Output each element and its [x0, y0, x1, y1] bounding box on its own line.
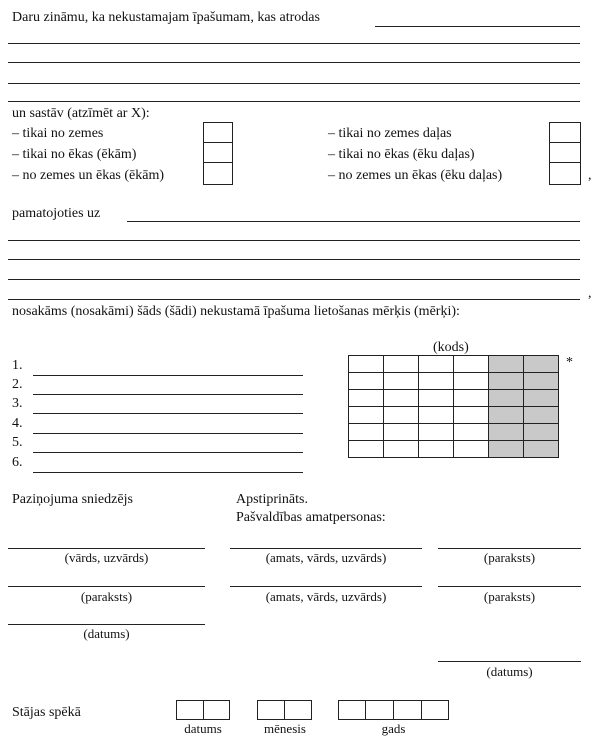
purpose-number-3: 3.: [12, 396, 23, 411]
purpose-line-5[interactable]: [33, 452, 303, 453]
official-2-position-caption: (amats, vārds, uzvārds): [265, 589, 387, 604]
checkbox-land-part-only[interactable]: [549, 122, 581, 143]
submitter-name-caption: (vārds, uzvārds): [64, 550, 149, 565]
day-digit-box[interactable]: [203, 700, 230, 720]
submitter-date-caption: (datums): [83, 626, 130, 641]
approved-label: Apstiprināts.: [236, 492, 308, 507]
official-1-position-line[interactable]: [230, 548, 422, 549]
basis-line-0[interactable]: [127, 221, 580, 222]
location-line-1[interactable]: [8, 43, 580, 44]
composition-comma: ,: [588, 168, 592, 183]
year-digit-box[interactable]: [365, 700, 394, 720]
checkbox-building-part-only[interactable]: [549, 142, 581, 163]
effective-month-caption: mēnesis: [264, 721, 306, 736]
submitter-date-line[interactable]: [8, 624, 205, 625]
code-row: [349, 441, 559, 458]
code-row: [349, 356, 559, 373]
purpose-text: nosakāms (nosakāmi) šāds (šādi) nekustamā īpašuma lietošanas mērķis (mērķi):: [12, 304, 460, 319]
option-land-part-only: – tikai no zemes daļas: [328, 126, 452, 141]
year-digit-box[interactable]: [421, 700, 449, 720]
official-1-signature-caption: (paraksts): [483, 550, 536, 565]
official-1-signature-line[interactable]: [438, 548, 581, 549]
basis-line-3[interactable]: [8, 279, 580, 280]
day-digit-box[interactable]: [176, 700, 204, 720]
checkbox-land-and-building[interactable]: [203, 162, 233, 185]
basis-label: pamatojoties uz: [12, 206, 101, 221]
code-header: (kods): [433, 340, 469, 355]
month-digit-box[interactable]: [257, 700, 285, 720]
purpose-number-5: 5.: [12, 435, 23, 450]
purpose-line-1[interactable]: [33, 375, 303, 376]
year-digit-box[interactable]: [393, 700, 422, 720]
purpose-line-6[interactable]: [33, 472, 303, 473]
checkbox-building-only[interactable]: [203, 142, 233, 163]
official-2-position-line[interactable]: [230, 586, 422, 587]
submitter-signature-line[interactable]: [8, 586, 205, 587]
submitter-title: Paziņojuma sniedzējs: [12, 492, 133, 507]
effective-label: Stājas spēkā: [12, 705, 81, 720]
purpose-line-3[interactable]: [33, 413, 303, 414]
intro-text: Daru zināmu, ka nekustamajam īpašumam, kas atrodas: [12, 10, 320, 25]
month-digit-box[interactable]: [284, 700, 312, 720]
basis-line-2[interactable]: [8, 259, 580, 260]
year-digit-box[interactable]: [338, 700, 366, 720]
location-line-0[interactable]: [375, 26, 580, 27]
code-row: [349, 373, 559, 390]
code-row: [349, 390, 559, 407]
option-building-part-only: – tikai no ēkas (ēku daļas): [328, 147, 475, 162]
submitter-signature-caption: (paraksts): [80, 589, 133, 604]
checkbox-land-and-building-part[interactable]: [549, 162, 581, 185]
option-land-only: – tikai no zemes: [12, 126, 104, 141]
purpose-line-4[interactable]: [33, 433, 303, 434]
effective-year-boxes[interactable]: [338, 700, 449, 720]
code-asterisk: *: [566, 355, 573, 370]
submitter-name-line[interactable]: [8, 548, 205, 549]
checkbox-land-only[interactable]: [203, 122, 233, 143]
option-land-and-building-part: – no zemes un ēkas (ēku daļas): [328, 168, 503, 183]
code-row: [349, 424, 559, 441]
basis-comma: ,: [588, 286, 592, 301]
official-2-signature-line[interactable]: [438, 586, 581, 587]
effective-day-caption: datums: [184, 721, 222, 736]
code-grid[interactable]: [348, 355, 559, 458]
purpose-line-2[interactable]: [33, 394, 303, 395]
purpose-number-1: 1.: [12, 358, 23, 373]
option-building-only: – tikai no ēkas (ēkām): [12, 147, 137, 162]
effective-day-boxes[interactable]: [176, 700, 230, 720]
location-line-2[interactable]: [8, 62, 580, 63]
official-1-position-caption: (amats, vārds, uzvārds): [265, 550, 387, 565]
purpose-number-2: 2.: [12, 377, 23, 392]
option-land-and-building: – no zemes un ēkas (ēkām): [12, 168, 164, 183]
effective-year-caption: gads: [381, 721, 406, 736]
code-row: [349, 407, 559, 424]
official-2-signature-caption: (paraksts): [483, 589, 536, 604]
officials-label: Pašvaldības amatpersonas:: [236, 510, 386, 525]
officials-date-caption: (datums): [486, 664, 533, 679]
officials-date-line[interactable]: [438, 661, 581, 662]
basis-line-1[interactable]: [8, 240, 580, 241]
effective-month-boxes[interactable]: [257, 700, 312, 720]
location-line-4[interactable]: [8, 101, 580, 102]
purpose-number-6: 6.: [12, 455, 23, 470]
location-line-3[interactable]: [8, 83, 580, 84]
composition-title: un sastāv (atzīmēt ar X):: [12, 106, 150, 121]
purpose-number-4: 4.: [12, 416, 23, 431]
basis-line-4[interactable]: [8, 299, 580, 300]
